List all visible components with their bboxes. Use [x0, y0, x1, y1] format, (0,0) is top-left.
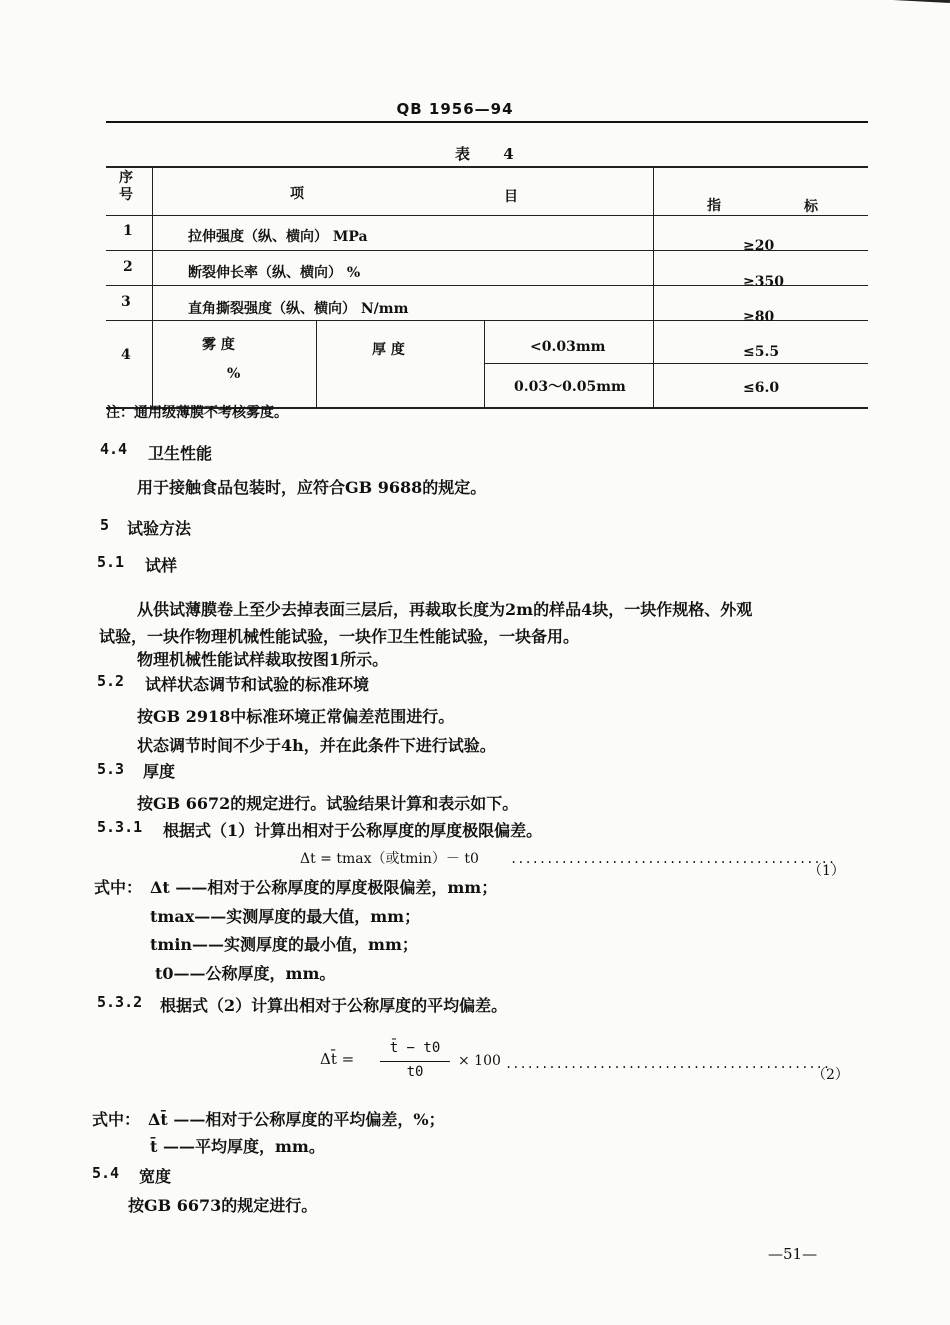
s52-line2: 状态调节时间不少于4h，并在此条件下进行试验。: [137, 736, 496, 755]
s532-text: 根据式（2）计算出相对于公称厚度的平均偏差。: [160, 996, 508, 1015]
row2-value: ≥350: [743, 274, 784, 290]
col-header-item-b: 目: [504, 189, 518, 205]
s52-num: 5.2: [97, 672, 125, 690]
s54-num: 5.4: [92, 1164, 120, 1182]
s51-line2: 试验，一块作物理机械性能试验，一块作卫生性能试验，一块备用。: [99, 627, 580, 646]
s531-num: 5.3.1: [97, 818, 143, 836]
s51-line1: 从供试薄膜卷上至少去掉表面三层后，再裁取长度为2m的样品4块，一块作规格、外观: [137, 600, 753, 619]
row4-haze-unit: %: [227, 366, 241, 382]
s5-title: 试验方法: [127, 519, 192, 538]
s44-num: 4.4: [100, 440, 128, 458]
row2-item: 断裂伸长率（纵、横向） %: [188, 265, 361, 281]
formula-2-leader: .............................................: [505, 1057, 831, 1071]
s51-num: 5.1: [97, 553, 125, 571]
formula-2-lhs: Δt̄ =: [320, 1050, 355, 1068]
s52-line1: 按GB 2918中标准环境正常偏差范围进行。: [137, 707, 455, 726]
row1-item: 拉伸强度（纵、横向） MPa: [188, 229, 368, 245]
row1-no: 1: [123, 223, 133, 239]
row4-sub2: 0.03～0.05mm: [514, 379, 626, 395]
s52-title: 试样状态调节和试验的标准环境: [145, 675, 370, 694]
s532-num: 5.3.2: [97, 993, 143, 1011]
row4-sub1: <0.03mm: [530, 339, 606, 355]
formula-2-number: （2）: [812, 1067, 849, 1083]
s532-where: 式中：: [92, 1110, 141, 1129]
s51-line3: 物理机械性能试样裁取按图1所示。: [137, 650, 389, 669]
s53-text: 按GB 6672的规定进行。试验结果计算和表示如下。: [137, 794, 519, 813]
header-rule: [106, 121, 868, 123]
row4-val2: ≤6.0: [743, 380, 780, 396]
table-top-rule: [106, 166, 868, 168]
table-note: 注：通用级薄膜不考核雾度。: [106, 405, 288, 421]
s532-def2: t̄ ——平均厚度，mm。: [150, 1137, 325, 1156]
row3-no: 3: [121, 294, 131, 310]
s51-title: 试样: [145, 556, 178, 575]
col-header-seq: 序 号: [119, 170, 133, 203]
row1-value: ≥20: [743, 238, 775, 254]
s54-title: 宽度: [139, 1167, 172, 1186]
row4-no: 4: [121, 347, 131, 363]
page-number: —51—: [768, 1245, 818, 1263]
col-header-item-a: 项: [290, 186, 304, 202]
formula-1-leader: .............................................: [510, 852, 836, 866]
standard-code-header: QB 1956—94: [396, 100, 514, 118]
s531-def1: Δt ——相对于公称厚度的厚度极限偏差，mm；: [150, 878, 498, 897]
row4-haze: 雾 度: [202, 337, 235, 353]
table-caption: 表 4: [455, 145, 528, 163]
formula-1: Δt = tmax（或tmin）－ t0: [300, 851, 479, 867]
page-edge-mark: [869, 0, 950, 13]
s44-title: 卫生性能: [148, 444, 213, 463]
row4-thickness: 厚 度: [372, 342, 405, 358]
s54-text: 按GB 6673的规定进行。: [128, 1196, 318, 1215]
s53-num: 5.3: [97, 760, 125, 778]
s5-num: 5: [100, 516, 110, 534]
s531-def2: tmax——实测厚度的最大值，mm；: [150, 907, 421, 926]
row3-value: ≥80: [743, 309, 775, 325]
row3-item: 直角撕裂强度（纵、横向） N/mm: [188, 301, 409, 317]
s531-where: 式中：: [94, 878, 143, 897]
col-header-index-a: 指: [707, 198, 721, 214]
col-header-index-b: 标: [804, 199, 818, 215]
s531-def3: tmin——实测厚度的最小值，mm；: [150, 935, 418, 954]
s44-text: 用于接触食品包装时，应符合GB 9688的规定。: [137, 478, 487, 497]
s531-def4: t0——公称厚度，mm。: [155, 964, 336, 983]
formula-2-numerator: t̄ − t0: [389, 1040, 441, 1056]
table-header-rule: [106, 215, 868, 216]
row2-no: 2: [123, 259, 133, 275]
formula-1-number: （1）: [808, 863, 845, 879]
formula-2-fraction-bar: [380, 1061, 450, 1062]
row4-val1: ≤5.5: [743, 344, 780, 360]
formula-2-times: × 100: [458, 1053, 501, 1069]
formula-2-denominator: t0: [406, 1064, 424, 1080]
s531-text: 根据式（1）计算出相对于公称厚度的厚度极限偏差。: [163, 821, 543, 840]
s532-def1: Δt̄ ——相对于公称厚度的平均偏差，%；: [148, 1110, 445, 1129]
s53-title: 厚度: [143, 762, 176, 781]
